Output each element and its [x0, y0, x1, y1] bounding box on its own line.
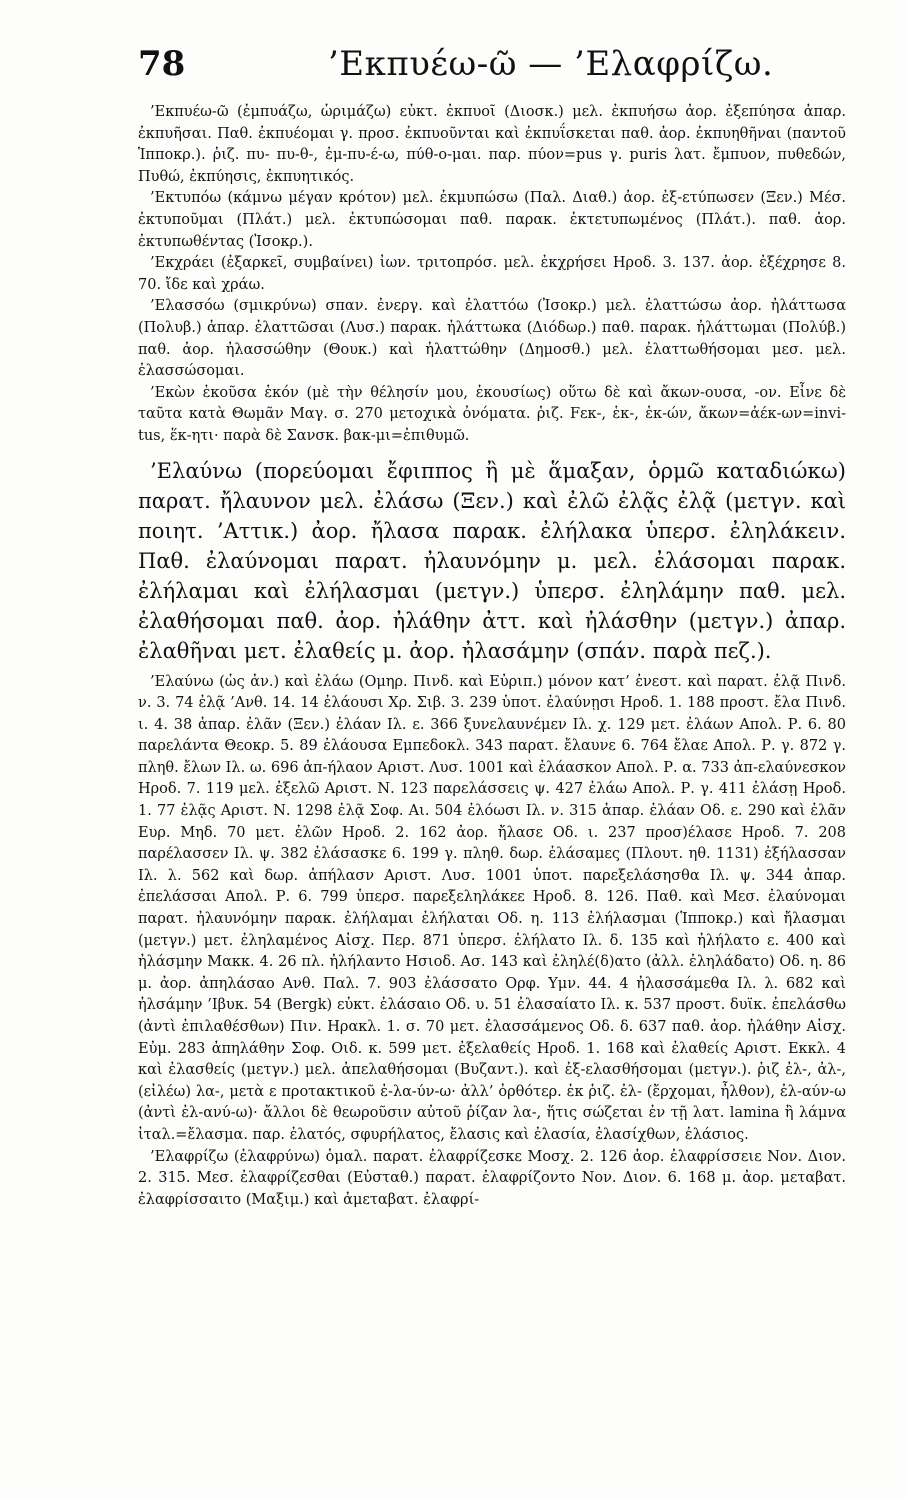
running-title: ’Εκπυέω-ῶ — ’Ελαφρίζω.	[328, 44, 774, 84]
entry-elaphrizo: ’Ελαφρίζω (ἐλαφρύνω) ὁμαλ. παρατ. ἐλαφρίζεσκε Μοσχ. 2. 126 ἀορ. ἐλαφρίσσειε Νον. Διον. 2. 315. Μεσ. ἐλαφρίζεσθαι (Εὐσταθ.) παρατ. ἐλαφρίζοντο Νον. Διον. 6. 168 μ. ἀορ. μεταβατ. ἐλαφρίσσαιτο (Μαξιμ.) καὶ ἀμεταβατ. ἐλαφρί-	[138, 1148, 846, 1208]
entry-elauno-main: ’Ελαύνω (πορεύομαι ἔφιππος ἢ μὲ ἅμαξαν, ὁρμῶ καταδιώκω) παρατ. ἤλαυνον μελ. ἐλάσω (Ξεν.) καὶ ἐλῶ ἐλᾷς ἐλᾷ (μετγν. καὶ ποιητ. ’Αττικ.) ἀορ. ἤλασα παρακ. ἐλήλακα ὑπερσ. ἐληλάκειν. Παθ. ἐλαύνομαι παρατ. ἠλαυνόμην μ. μελ. ἐλάσομαι παρακ. ἐλήλαμαι καὶ ἐλήλασμαι (μετγν.) ὑπερσ. ἐληλάμην παθ. μελ. ἐλαθήσομαι παθ. ἀορ. ἠλάθην ἀττ. καὶ ἠλάσθην (μετγν.) ἀπαρ. ἐλαθῆναι μετ. ἐλαθείς μ. ἀορ. ἠλασάμην (σπάν. παρὰ πεζ.).	[138, 458, 846, 663]
entry-elauno-detail: ’Ελαύνω (ὡς ἀν.) καὶ ἐλάω (Ομηρ. Πινδ. καὶ Εὐριπ.) μόνον κατ’ ἐνεστ. καὶ παρατ. ἐλᾷ Πινδ. ν. 3. 74 ἐλᾷ ’Ανθ. 14. 14 ἐλάουσι Χρ. Σιβ. 3. 239 ὑποτ. ἐλαύνῃσι Ηροδ. 1. 188 προστ. ἔλα Πινδ. ι. 4. 38 ἀπαρ. ἐλᾶν (Ξεν.) ἐλάαν Ιλ. ε. 366 ξυνελαυνέμεν Ιλ. χ. 129 μετ. ἐλάων Απολ. Ρ. 6. 80 παρελάντα Θεοκρ. 5. 89 ἐλάουσα Εμπεδοκλ. 343 παρατ. ἔλαυνε 6. 764 ἔλαε Απολ. Ρ. γ. 872 γ. πληθ. ἔλων Ιλ. ω. 696 ἀπ-ήλαον Αριστ. Λυσ. 1001 καὶ ἐλάασκον Απολ. Ρ. α. 733 ἀπ-ελαύνεσκον Ηροδ. 7. 119 μελ. ἐξελῶ Αριστ. Ν. 123 παρελάσσεις ψ. 427 ἐλάω Απολ. Ρ. γ. 411 ἐλάσῃ Ηροδ. 1. 77 ἐλᾷς Αριστ. Ν. 1298 ἐλᾷ Σοφ. Αι. 504 ἐλόωσι Ιλ. ν. 315 ἀπαρ. ἐλάαν Οδ. ε. 290 καὶ ἐλᾶν Ευρ. Μηδ. 70 μετ. ἐλῶν Ηροδ. 2. 162 ἀορ. ἤλασε Οδ. ι. 237 προσ)έλασε Ηροδ. 7. 208 παρέλασσεν Ιλ. ψ. 382 ἐλάσασκε 6. 199 γ. πληθ. δωρ. ἐλάσαμες (Πλουτ. ηθ. 1131) ἐξήλασσαν Ιλ. λ. 562 καὶ δωρ. ἀπήλασν Αριστ. Λυσ. 1001 ὑποτ. παρεξελάσησθα Ιλ. ψ. 344 ἀπαρ. ἐπελάσσαι Απολ. Ρ. 6. 799 ὑπερσ. παρεξεληλάκεε Ηροδ. 8. 126. Παθ. καὶ Μεσ. ἐλαύνομαι παρατ. ἠλαυνόμην παρακ. ἐλήλαμαι ἐλήλαται Οδ. η. 113 ἐλήλασμαι (Ἱπποκρ.) καὶ ἤλασμαι (μετγν.) μετ. ἐληλαμένος Αἰσχ. Περ. 871 ὑπερσ. ἐλήλατο Ιλ. δ. 135 καὶ ἠλήλατο ε. 400 καὶ ἠλάσμην Μακκ. 4. 26 πλ. ἠλήλαντο Ησιοδ. Ασ. 143 καὶ ἐληλέ(δ)ατο (ἀλλ. ἐληλάδατο) Οδ. η. 86 μ. ἀορ. ἀπηλάσαο Ανθ. Παλ. 7. 903 ἐλάσσατο Ορφ. Υμν. 44. 4 ἠλασσάμεθα Ιλ. λ. 682 καὶ ἠλσάμην ’Ιβυκ. 54 (Bergk) εὐκτ. ἐλάσαιο Οδ. υ. 51 ἐλασαίατο Ιλ. κ. 537 προστ. δυϊκ. ἐπελάσθω (ἀντὶ ἐπιλαθέσθων) Πιν. Ηρακλ. 1. σ. 70 μετ. ἐλασσάμενος Οδ. δ. 637 παθ. ἀορ. ἠλάθην Αἰσχ. Εὐμ. 283 ἀπηλάθην Σοφ. Οιδ. κ. 599 μετ. ἐξελαθείς Ηροδ. 1. 168 καὶ ἐλαθείς Αριστ. Εκκλ. 4 καὶ ἐλασθείς (μετγν.) μελ. ἀπελαθήσομαι (Βυζαντ.). καὶ ἐξ-ελασθήσομαι (μετγν.). ῥιζ ἐλ-, ἀλ-, (εἰλέω) λα-, μετὰ ε προτακτικοῦ ἐ-λα-ύν-ω· ἀλλ’ ὀρθότερ. ἐκ ῥιζ. ἐλ- (ἔρχομαι, ἦλθον), ἐλ-αύν-ω (ἀντὶ ἐλ-ανύ-ω)· ἄλλοι δὲ θεωροῦσιν αὐτοῦ ῥίζαν λα-, ἥτις σώζεται ἐν τῇ λατ. lamina ἢ λάμνα ἰταλ.=ἔλασμα. παρ. ἐλατός, σφυρήλατος, ἔλασις καὶ ἐλασία, ἐλασίχθων, ἐλάσιος.	[138, 673, 846, 1143]
entry-ekon: ’Εκὼν ἑκοῦσα ἑκόν (μὲ τὴν θέλησίν μου, ἑκουσίως) οὕτω δὲ καὶ ἄκων-ουσα, -ον. Εἶνε δὲ ταῦτα κατὰ Θωμᾶν Μαγ. σ. 270 μετοχικὰ ὀνόματα. ῥιζ. Fεκ-, ἑκ-, ἑκ-ών, ἄκων=ἀέκ-ων=invi-tus, ἕκ-ητι· παρὰ δὲ Σανσκ. βακ-μι=ἐπιθυμῶ.	[138, 384, 846, 444]
entry-elassoo: ’Ελασσόω (σμικρύνω) σπαν. ἐνεργ. καὶ ἐλαττόω (Ἰσοκρ.) μελ. ἐλαττώσω ἀορ. ἠλάττωσα (Πολυβ.) ἀπαρ. ἐλαττῶσαι (Λυσ.) παρακ. ἠλάττωκα (Διόδωρ.) παθ. παρακ. ἠλάττωμαι (Πολύβ.) παθ. ἀορ. ἠλασσώθην (Θουκ.) καὶ ἠλαττώθην (Δημοσθ.) μελ. ἐλαττωθήσομαι μεσ. μελ. ἐλασσώσομαι.	[138, 298, 846, 380]
page-number: 78	[138, 44, 186, 84]
entry-ektupoo: ’Εκτυπόω (κάμνω μέγαν κρότον) μελ. ἐκμυπώσω (Παλ. Διαθ.) ἀορ. ἐξ-ετύπωσεν (Ξεν.) Μέσ. ἐκτυποῦμαι (Πλάτ.) μελ. ἐκτυπώσομαι παθ. παρακ. ἐκτετυπωμένος (Πλάτ.). παθ. ἀορ. ἐκτυπωθέντας (Ἰσοκρ.).	[138, 190, 846, 250]
entry-ekchraei: ’Εκχράει (ἐξαρκεῖ, συμβαίνει) ἰων. τριτοπρόσ. μελ. ἐκχρήσει Ηροδ. 3. 137. ἀορ. ἐξέχρησε 8. 70. ἴδε καὶ χράω.	[138, 255, 846, 293]
page-header	[138, 38, 846, 102]
entry-ekpueo: ’Εκπυέω-ῶ (ἐμπυάζω, ὡριμάζω) εὐκτ. ἐκπυοῖ (Διοσκ.) μελ. ἐκπυήσω ἀορ. ἐξεπύησα ἀπαρ. ἐκπυῆσαι. Παθ. ἐκπυέομαι γ. προσ. ἐκπυοῦνται καὶ ἐκπυΐσκεται παθ. ἀορ. ἐκπυηθῆναι (παντοῦ Ἱπποκρ.). ῥιζ. πυ- πυ-θ-, ἐμ-πυ-έ-ω, πύθ-ο-μαι. παρ. πύον=pus γ. puris λατ. ἔμπυον, πυθεδών, Πυθώ, ἐκπύησις, ἐκπυητικός.	[138, 104, 846, 185]
